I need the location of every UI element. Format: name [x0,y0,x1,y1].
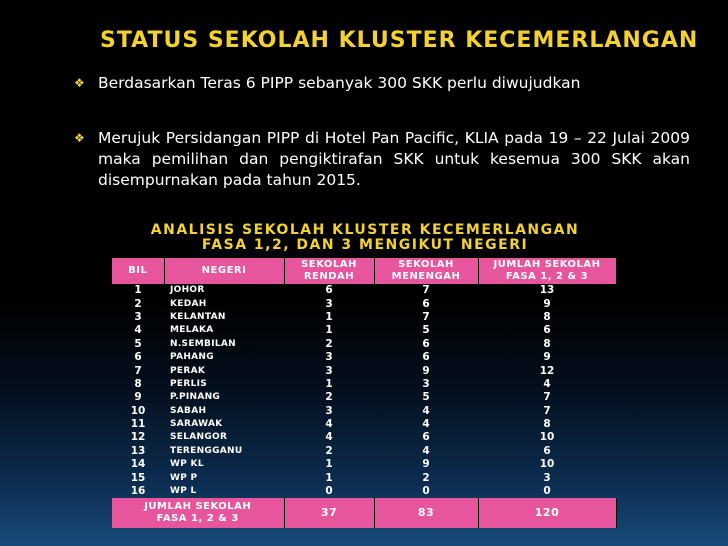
table-row [112,418,616,431]
cell-menengah: 4 [422,404,430,417]
cell-rendah: 2 [325,391,333,404]
table-row [112,431,616,444]
footer-label: JUMLAH SEKOLAH FASA 1, 2 & 3 [112,498,284,528]
cell-jumlah: 13 [539,284,555,297]
cell-bil: 16 [130,485,146,498]
cell-rendah: 1 [325,324,333,337]
cell-jumlah: 0 [543,485,551,498]
cell-bil: 2 [134,297,142,310]
cell-jumlah: 10 [539,458,555,471]
table-title-line2: FASA 1,2, DAN 3 MENGIKUT NEGERI [201,237,529,253]
cell-menengah: 9 [422,458,430,471]
table-row [112,458,616,471]
table-row [112,378,616,391]
cell-negeri: SELANGOR [170,432,228,443]
header-rendah: SEKOLAH RENDAH [284,258,374,284]
cell-rendah: 3 [325,351,333,364]
cell-jumlah: 12 [539,364,555,377]
cell-bil: 4 [134,324,142,337]
cell-negeri: N.SEMBILAN [170,338,236,349]
cell-rendah: 1 [325,458,333,471]
cell-rendah: 1 [325,471,333,484]
header-bil: BIL [112,258,164,284]
cell-negeri: SABAH [170,405,207,416]
footer-jumlah: 120 [478,498,616,528]
cell-negeri: WP L [170,486,197,497]
cell-menengah: 4 [422,418,430,431]
cell-bil: 15 [130,471,146,484]
table-header-row [112,258,616,284]
cell-negeri: SARAWAK [170,419,223,430]
cell-negeri: PERAK [170,365,206,376]
cell-jumlah: 7 [543,404,551,417]
cell-negeri: P.PINANG [170,392,221,403]
cell-bil: 10 [130,404,146,417]
bullet-text: Merujuk Persidangan PIPP di Hotel Pan Pacific, KLIA pada 19 – 22 Julai 2009 maka pemilihan dan pengiktirafan SKK untuk kesemua 300 SKK akan disempurnakan pada tahun 2015. [98,129,690,189]
cell-negeri: PERLIS [170,378,208,389]
cell-menengah: 2 [422,471,430,484]
table-row [112,445,616,458]
cell-menengah: 4 [422,444,430,457]
table-row [112,324,616,337]
header-jumlah: JUMLAH SEKOLAH FASA 1, 2 & 3 [478,258,616,284]
cell-rendah: 6 [325,284,333,297]
cell-rendah: 2 [325,444,333,457]
schools-table [112,258,617,528]
cell-rendah: 4 [325,418,333,431]
cell-bil: 8 [134,377,142,390]
cell-jumlah: 6 [543,444,551,457]
cell-bil: 13 [130,444,146,457]
table-row [112,391,616,404]
cell-negeri: KEDAH [170,298,207,309]
cell-negeri: MELAKA [170,325,214,336]
table-row [112,471,616,484]
cell-rendah: 4 [325,431,333,444]
cell-rendah: 1 [325,377,333,390]
cell-rendah: 3 [325,404,333,417]
diamond-bullet-icon: ❖ [74,131,85,145]
cell-negeri: WP KL [170,459,204,470]
cell-bil: 11 [130,418,146,431]
table-row [112,485,616,498]
table-row [112,364,616,377]
cell-rendah: 3 [325,297,333,310]
cell-menengah: 5 [422,391,430,404]
cell-rendah: 2 [325,337,333,350]
cell-bil: 14 [130,458,146,471]
cell-bil: 6 [134,351,142,364]
cell-bil: 5 [134,337,142,350]
table-row [112,405,616,418]
table-row [112,351,616,364]
cell-jumlah: 9 [543,351,551,364]
cell-negeri: JOHOR [170,285,205,296]
cell-jumlah: 3 [543,471,551,484]
cell-bil: 9 [134,391,142,404]
cell-negeri: TERENGGANU [170,445,243,456]
cell-negeri: WP P [170,472,198,483]
header-menengah: SEKOLAH MENENGAH [374,258,478,284]
cell-menengah: 0 [422,485,430,498]
cell-bil: 7 [134,364,142,377]
table-row [112,311,616,324]
cell-rendah: 0 [325,485,333,498]
cell-menengah: 9 [422,364,430,377]
table-title-line1: ANALISIS SEKOLAH KLUSTER KECEMERLANGAN [150,222,580,238]
cell-menengah: 7 [422,284,430,297]
cell-menengah: 7 [422,310,430,323]
cell-jumlah: 10 [539,431,555,444]
cell-negeri: PAHANG [170,352,214,363]
footer-menengah: 83 [374,498,478,528]
cell-menengah: 3 [422,377,430,390]
cell-jumlah: 6 [543,324,551,337]
cell-rendah: 3 [325,364,333,377]
cell-bil: 12 [130,431,146,444]
table-footer-row [112,498,616,528]
table-body [112,284,616,498]
cell-menengah: 5 [422,324,430,337]
cell-jumlah: 7 [543,391,551,404]
cell-menengah: 6 [422,431,430,444]
cell-jumlah: 8 [543,310,551,323]
footer-rendah: 37 [284,498,374,528]
cell-jumlah: 8 [543,337,551,350]
slide-title: STATUS SEKOLAH KLUSTER KECEMERLANGAN [100,28,699,53]
cell-menengah: 6 [422,337,430,350]
bullet-text: Berdasarkan Teras 6 PIPP sebanyak 300 SKK perlu diwujudkan [98,74,581,92]
table-row [112,284,616,297]
cell-rendah: 1 [325,310,333,323]
table-row [112,338,616,351]
cell-bil: 3 [134,310,142,323]
cell-jumlah: 4 [543,377,551,390]
table-row [112,297,616,310]
header-negeri: NEGERI [164,258,284,284]
cell-menengah: 6 [422,297,430,310]
cell-negeri: KELANTAN [170,311,226,322]
cell-jumlah: 9 [543,297,551,310]
cell-menengah: 6 [422,351,430,364]
cell-jumlah: 8 [543,418,551,431]
diamond-bullet-icon: ❖ [74,76,85,90]
cell-bil: 1 [134,284,142,297]
